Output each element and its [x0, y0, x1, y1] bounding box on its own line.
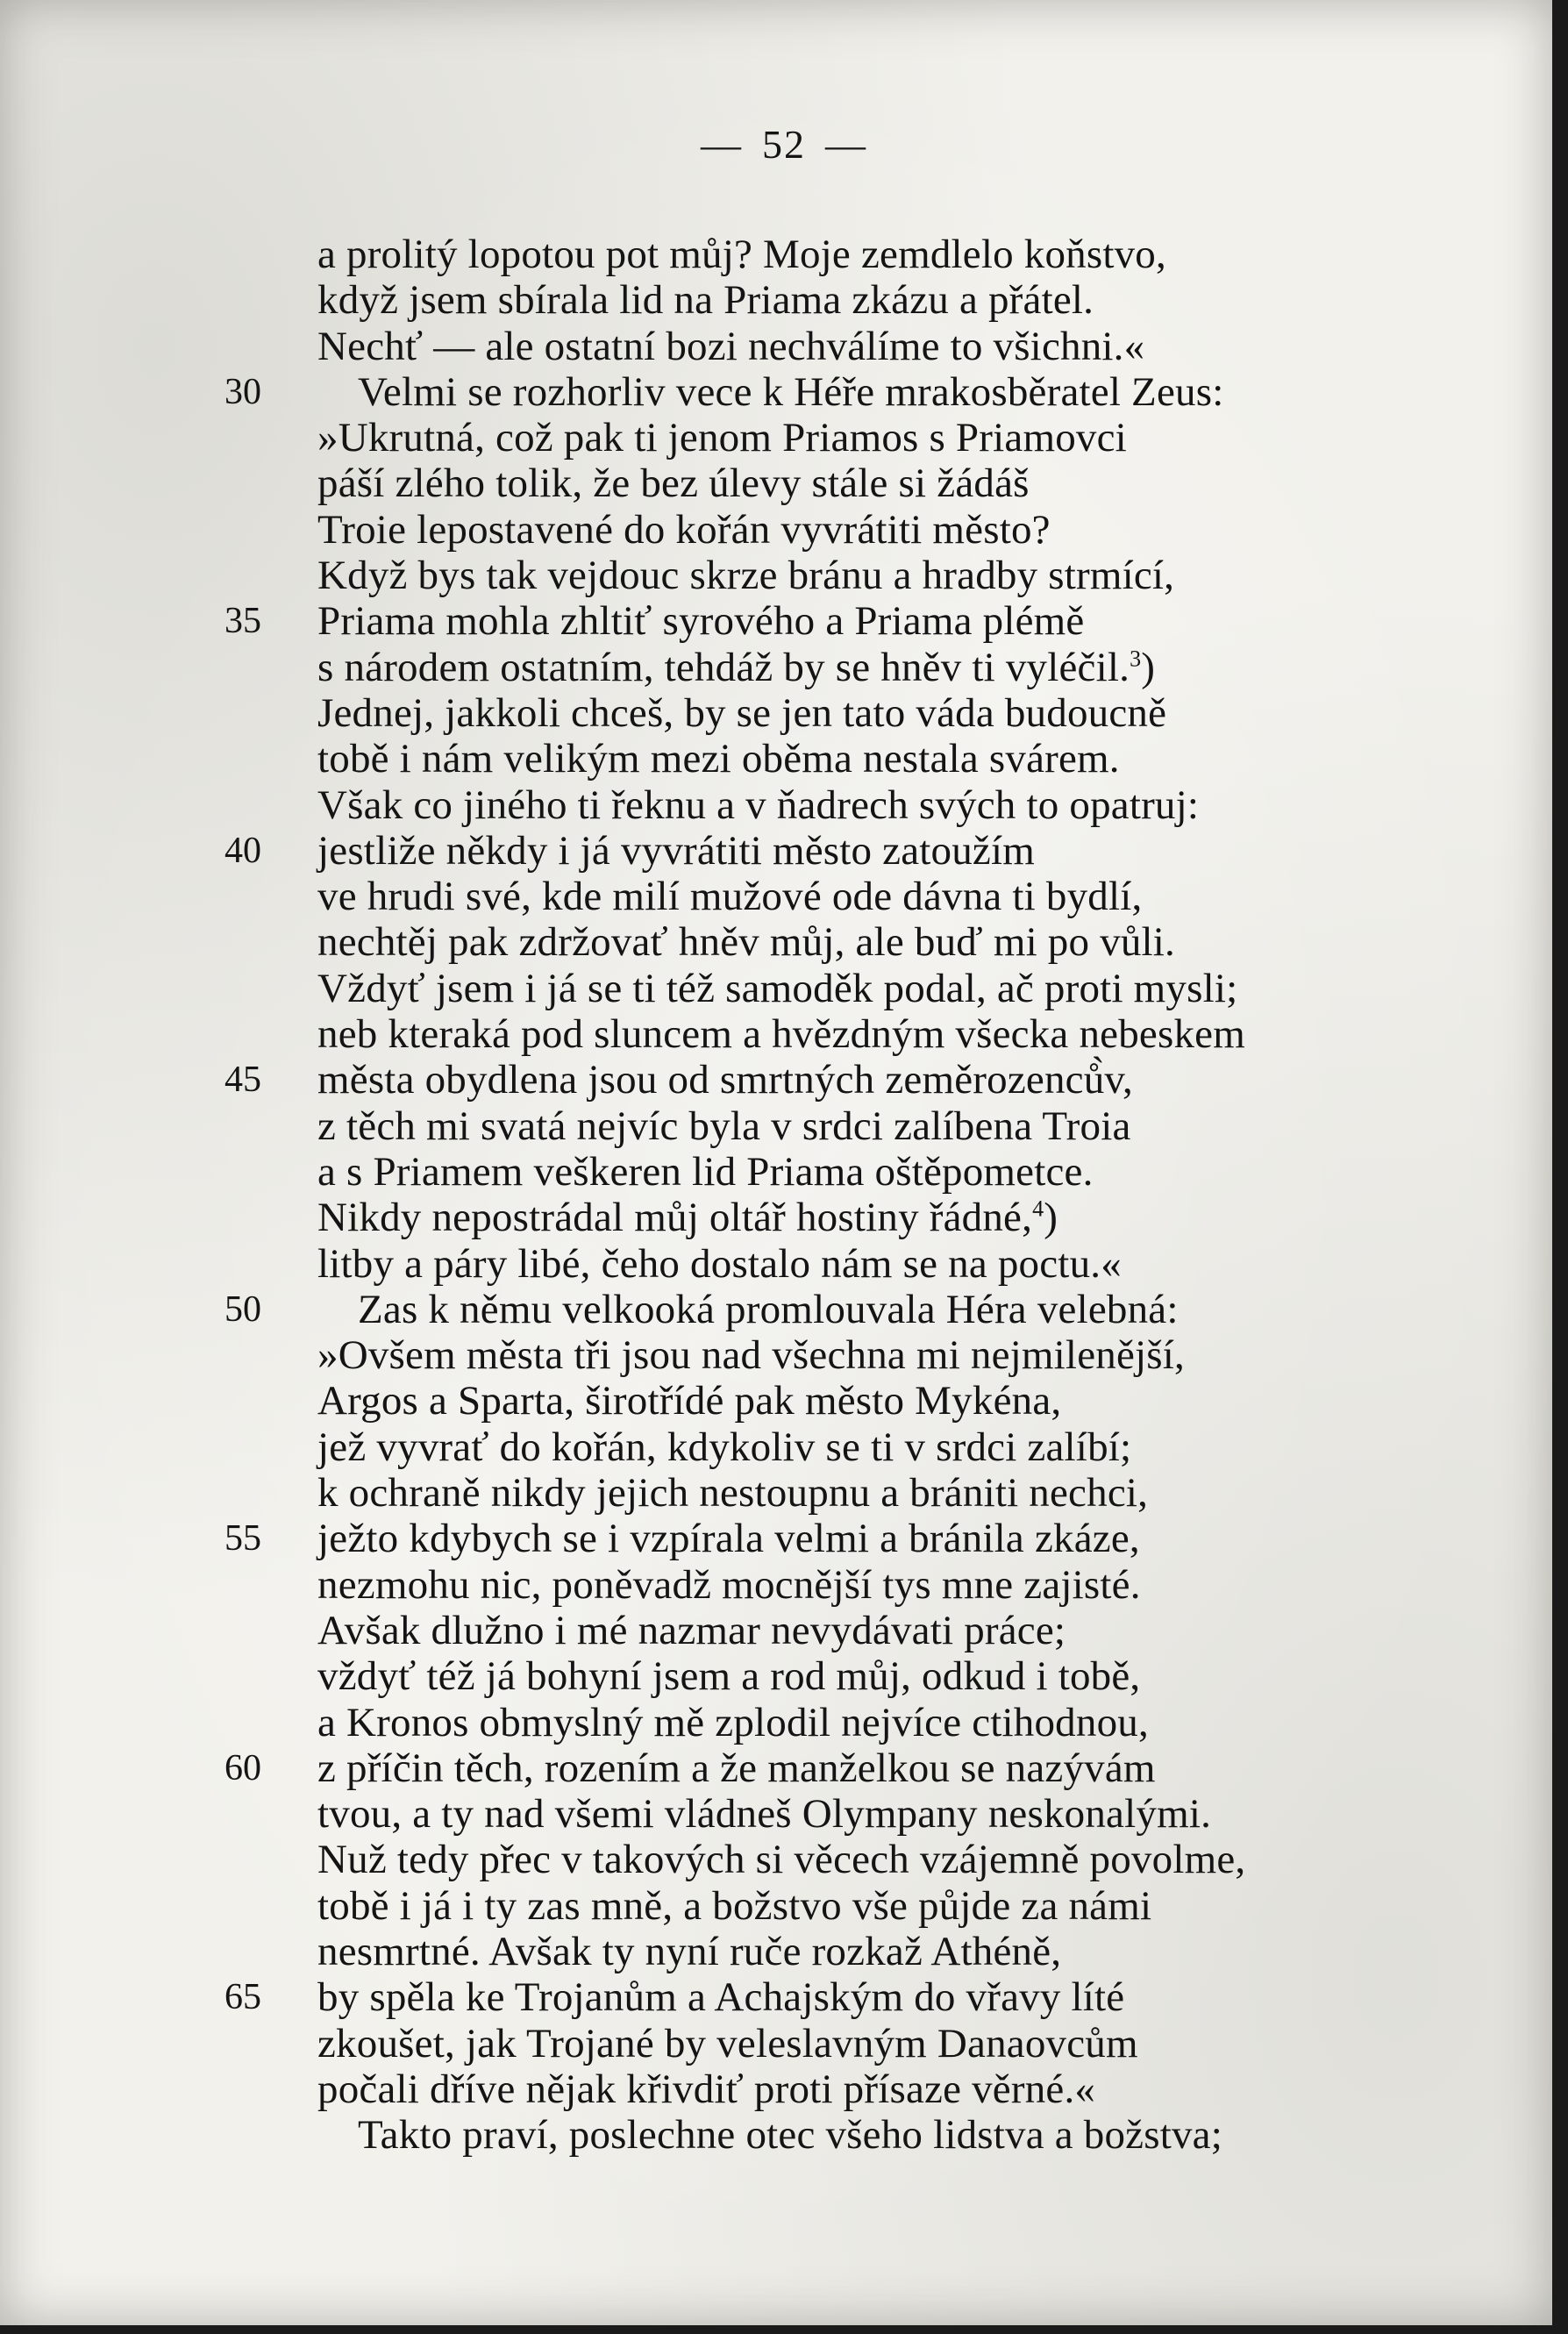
verse-line [0, 1378, 1568, 1424]
verse-text-content: počali dříve nějak křivdiť proti přísaze věrné.« [317, 2066, 1096, 2112]
verse-text [317, 690, 1166, 736]
verse-text [317, 324, 1144, 369]
verse-text [317, 1378, 1061, 1424]
verse-text-content: z těch mi svatá nejvíc byla v srdci zalíbena Troia [317, 1103, 1131, 1149]
line-number: 30 [225, 371, 261, 412]
footnote-marker: 4 [1032, 1196, 1044, 1222]
verse-text-content: litby a páry libé, čeho dostalo nám se na poctu.« [317, 1240, 1122, 1287]
verse-text-content: Nuž tedy přec v takových si věcech vzájemně povolme, [317, 1837, 1246, 1883]
verse-text-content: ve hrudi své, kde milí mužové ode dávna ti bydlí, [317, 874, 1143, 920]
verse-text [317, 415, 1127, 460]
verse-line [0, 1470, 1568, 1516]
verse-text [317, 2066, 1095, 2112]
verse-text [317, 1103, 1131, 1149]
verse-text [358, 2112, 1222, 2158]
page-number-dash-left: — [701, 122, 743, 167]
verse-line [0, 828, 1568, 874]
verse-text [317, 966, 1237, 1011]
verse-line [0, 690, 1568, 736]
verse-text-content: Vždyť jsem i já se ti též samoděk podal, ač proti mysli; [317, 965, 1238, 1011]
verse-text-content: Troie lepostavené do kořán vyvrátiti město? [317, 506, 1051, 553]
verse-line [0, 1011, 1568, 1057]
verse-text [358, 369, 1223, 415]
verse-text [317, 1424, 1131, 1470]
verse-line [0, 1653, 1568, 1699]
verse-text-content: Nikdy nepostrádal můj oltář hostiny řádné, [317, 1195, 1033, 1241]
verse-text [317, 1241, 1122, 1287]
verse-line [0, 1562, 1568, 1608]
verse-text [358, 1287, 1179, 1332]
verse-line [0, 736, 1568, 782]
verse-text [317, 1974, 1124, 2020]
verse-text [317, 1332, 1185, 1378]
footnote-marker: 3 [1130, 646, 1142, 672]
verse-text [317, 874, 1142, 919]
verse-text-content: a Kronos obmyslný mě zplodil nejvíce ctihodnou, [317, 1699, 1149, 1745]
verse-line [0, 277, 1568, 323]
verse-text [317, 1516, 1140, 1561]
verse-text [317, 828, 1035, 874]
verse-text-content: tvou, a ty nad všemi vládneš Olympany neskonalými. [317, 1791, 1212, 1838]
verse-text-content: zkoušet, jak Trojané by veleslavným Danaovcům [317, 2020, 1138, 2066]
verse-text [317, 1608, 1066, 1653]
verse-line [0, 324, 1568, 369]
verse-line [0, 598, 1568, 644]
verse-text [317, 1011, 1245, 1057]
verse-text [317, 782, 1199, 828]
verse-line [0, 1287, 1568, 1332]
verse-text-content: Argos a Sparta, širotřídé pak město Mykéna, [317, 1378, 1062, 1424]
verse-text [317, 1700, 1149, 1745]
verse-line [0, 1837, 1568, 1882]
verse-line [0, 1608, 1568, 1653]
verse-text-content: s národem ostatním, tehdáž by se hněv ti vyléčil. [317, 644, 1130, 690]
verse-line [0, 1791, 1568, 1837]
verse-text-content: jestliže někdy i já vyvrátiti město zatoužím [317, 827, 1036, 874]
verse-line [0, 1195, 1568, 1240]
verse-text [317, 277, 1094, 323]
verse-text-content: z příčin těch, rozením a že manželkou se nazývám [317, 1745, 1156, 1791]
page-number-value: 52 [762, 122, 806, 167]
line-number: 65 [225, 1977, 261, 2018]
verse-line [0, 1424, 1568, 1470]
verse-text-content: Avšak dlužno i mé nazmar nevydávati práce; [317, 1607, 1066, 1653]
verse-text-content: a prolitý lopotou pot můj? Moje zemdlelo koňstvo, [317, 232, 1166, 277]
verse-text [317, 1057, 1133, 1103]
verse-text-content: páší zlého tolik, že bez úlevy stále si žádáš [317, 460, 1030, 507]
verse-text-content: nesmrtné. Avšak ty nyní ruče rozkaž Athéně, [317, 1928, 1062, 1974]
verse-line [0, 966, 1568, 1011]
verse-text-content: Takto praví, poslechne otec všeho lidstva a božstva; [358, 2112, 1222, 2159]
line-number: 55 [225, 1518, 261, 1560]
verse-line [0, 232, 1568, 277]
verse-text [317, 553, 1174, 598]
line-number: 60 [225, 1747, 261, 1788]
verse-line [0, 1241, 1568, 1287]
line-number: 50 [225, 1288, 261, 1330]
verse-line [0, 874, 1568, 919]
verse-line [0, 2021, 1568, 2066]
verse-text-content: tobě i nám velikým mezi oběma nestala svárem. [317, 736, 1120, 782]
verse-text [317, 598, 1084, 644]
verse-text [317, 1837, 1245, 1882]
verse-text [317, 1745, 1156, 1791]
line-number: 35 [225, 601, 261, 642]
verse-line [0, 507, 1568, 553]
verse-text [317, 232, 1166, 277]
verse-text-content: a s Priamem veškeren lid Priama oštěpometce. [317, 1148, 1094, 1195]
verse-line [0, 919, 1568, 965]
verse-line [0, 645, 1568, 690]
verse-block [0, 232, 1568, 2158]
verse-text-content: Velmi se rozhorliv vece k Héře mrakosběratel Zeus: [358, 368, 1224, 415]
verse-text [317, 1929, 1061, 1974]
verse-line [0, 1332, 1568, 1378]
page-number [0, 121, 1568, 168]
verse-text [317, 1470, 1148, 1516]
verse-line [0, 2112, 1568, 2158]
verse-text-content: »Ovšem města tři jsou nad všechna mi nejmilenější, [317, 1332, 1185, 1379]
verse-text-content: Jednej, jakkoli chceš, by se jen tato váda budoucně [317, 689, 1167, 736]
verse-line [0, 1700, 1568, 1745]
verse-text-content: »Ukrutná, což pak ti jenom Priamos s Priamovci [317, 415, 1127, 461]
verse-line [0, 553, 1568, 598]
verse-line [0, 2066, 1568, 2112]
verse-line [0, 460, 1568, 506]
verse-line [0, 1974, 1568, 2020]
verse-text [317, 1653, 1140, 1699]
verse-text-content: nechtěj pak zdržovať hněv můj, ale buď mi po vůli. [317, 919, 1175, 966]
verse-text [317, 1883, 1151, 1929]
verse-line [0, 1103, 1568, 1149]
line-number: 40 [225, 830, 261, 871]
verse-text-content: Když bys tak vejdouc skrze bránu a hradby strmící, [317, 553, 1175, 599]
verse-text-content: ježto kdybych se i vzpírala velmi a bránila zkáze, [317, 1516, 1140, 1562]
verse-text [317, 645, 1155, 690]
verse-text [317, 1791, 1211, 1837]
verse-text-content: vždyť též já bohyní jsem a rod můj, odkud i tobě, [317, 1653, 1141, 1700]
verse-line [0, 1745, 1568, 1791]
verse-line [0, 1149, 1568, 1195]
verse-text-content: Však co jiného ti řeknu a v ňadrech svých to opatruj: [317, 782, 1200, 828]
verse-line [0, 782, 1568, 828]
verse-text [317, 1149, 1094, 1195]
verse-text-content: jež vyvrať do kořán, kdykoliv se ti v srdci zalíbí; [317, 1424, 1132, 1470]
verse-text-content: k ochraně nikdy jejich nestoupnu a brániti nechci, [317, 1470, 1149, 1517]
verse-text-content: Priama mohla zhltiť syrového a Priama plémě [317, 598, 1085, 645]
verse-line [0, 415, 1568, 460]
verse-line [0, 1883, 1568, 1929]
verse-text [317, 2021, 1138, 2066]
footnote-paren: ) [1141, 644, 1156, 690]
footnote-paren: ) [1044, 1195, 1058, 1241]
verse-text-content: Zas k němu velkooká promlouvala Héra velebná: [358, 1286, 1179, 1332]
verse-text-content: když jsem sbírala lid na Priama zkázu a přátel. [317, 277, 1094, 324]
page-number-dash-right: — [825, 122, 867, 167]
verse-text-content: města obydlena jsou od smrtných zeměrozenců̀v, [317, 1057, 1133, 1103]
verse-text [317, 919, 1175, 965]
verse-line [0, 1929, 1568, 1974]
verse-text-content: nezmohu nic, poněvadž mocnější tys mne zajisté. [317, 1561, 1141, 1608]
verse-line [0, 369, 1568, 415]
verse-text-content: neb kteraká pod sluncem a hvězdným všecka nebeskem [317, 1011, 1245, 1058]
verse-line [0, 1516, 1568, 1561]
verse-text [317, 460, 1030, 506]
verse-text [317, 1195, 1058, 1240]
verse-text-content: tobě i já i ty zas mně, a božstvo vše půjde za námi [317, 1882, 1152, 1929]
verse-line [0, 1057, 1568, 1103]
verse-text [317, 1562, 1141, 1608]
line-number: 45 [225, 1060, 261, 1101]
verse-text-content: by spěla ke Trojanům a Achajským do vřavy líté [317, 1974, 1125, 2021]
verse-text [317, 507, 1051, 553]
verse-text-content: Nechť — ale ostatní bozi nechválíme to všichni.« [317, 323, 1145, 369]
verse-text [317, 736, 1120, 782]
